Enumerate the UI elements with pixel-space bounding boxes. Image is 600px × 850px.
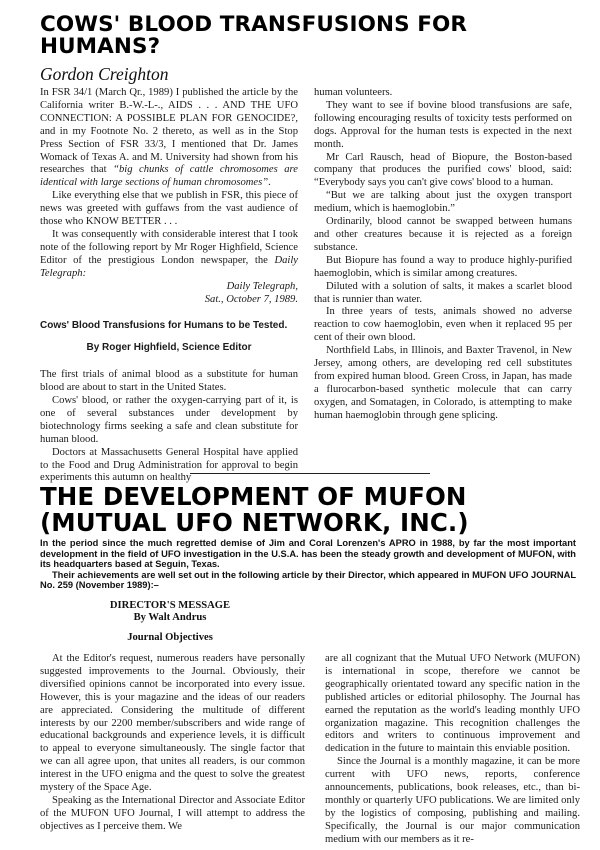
citation-line-1: Daily Telegraph,	[226, 280, 298, 292]
intro-paragraph-2: Their achievements are well set out in the following article by their Director, which appeared in MUFON UFO JOURNAL No. 259 (November 1989):–	[40, 569, 576, 590]
text-run: They want to see if bovine blood transfusions are safe, following encouraging results of toxicity tests performed on dogs. Approval for the human tests is expected in the next month.	[314, 99, 572, 150]
citation-line-2: Sat., October 7, 1989.	[204, 293, 298, 305]
article1-col2-text	[314, 87, 572, 423]
text-run: Like everything else that we publish in FSR, this piece of news was greeted with guffaws from the vast audience of those who KNOW BETTER . . .	[40, 190, 298, 228]
article1-column-left	[40, 87, 298, 485]
text-run: In FSR 34/1 (March Qr., 1989) I published the article by the California writer B.-W.-L-., AIDS . . . AND THE UFO CONNECTION: A POSSIBLE PLAN FOR GENOCIDE?, and in my Footnote No. 2 thereto, as well as in the Stop Press Section of FSR 33/3, I mentioned that Dr. James Womack of Texas A. and M. University had shown from his researches that	[40, 87, 298, 176]
paragraph	[314, 216, 572, 255]
text-run: .	[268, 177, 271, 189]
text-run: “But we are talking about just the oxygen transport medium, which is haemoglobin.”	[314, 190, 572, 215]
article2-intro	[40, 538, 576, 591]
article1-byline: Gordon Creighton	[40, 64, 169, 84]
journal-objectives-heading: Journal Objectives	[127, 632, 213, 643]
italic-text: Daily Telegraph:	[40, 254, 298, 279]
text-run: In three years of tests, animals showed no adverse reaction to cow haemoglobin, even when it replaced 95 per cent of their own blood.	[314, 306, 572, 344]
paragraph	[314, 281, 572, 307]
paragraph	[314, 100, 572, 152]
report-title: Cows' Blood Transfusions for Humans to be Tested.	[40, 320, 288, 332]
article1-col1-text	[40, 87, 298, 281]
section-divider	[190, 473, 430, 474]
paragraph	[40, 229, 298, 281]
article2-column-left	[40, 653, 305, 834]
article1-title: COWS' BLOOD TRANSFUSIONS FOR HUMANS?	[40, 12, 468, 59]
text-run: It was consequently with considerable interest that I took note of the following report by Mr Roger Highfield, Science Editor of the prestigious London newspaper, the	[40, 228, 298, 266]
text-run: Doctors at Massachusetts General Hospital have applied to the Food and Drug Administration for approval to begin experiments this autumn on healthy	[40, 446, 298, 484]
directors-message-byline: By Walt Andrus	[133, 611, 207, 623]
text-run: The first trials of animal blood as a substitute for human blood are about to start in the United States.	[40, 369, 298, 394]
paragraph	[314, 87, 572, 100]
article2-col1-text	[40, 653, 305, 834]
paragraph	[40, 190, 298, 229]
text-run: Ordinarily, blood cannot be swapped between humans and other creatures because it is rejected as a foreign substance.	[314, 216, 572, 253]
text-run: Northfield Labs, in Illinois, and Baxter Travenol, in New Jersey, among others, are developing red cell substitutes from expired human blood. Green Cross, in Japan, has made a flurocarbon-based synthetic molecule that can carry oxygen, and Somatagen, in Colorado, is attempting to make human haemoglobin through gene splicing.	[314, 345, 572, 421]
text-run: But Biopure has found a way to produce highly-purified haemoglobin, which is similar among creatures.	[314, 254, 572, 279]
text-run: Cows' blood, or rather the oxygen-carrying part of it, is one of several substances under development by biotechnology firms seeking a safe and clean substitute for human blood.	[40, 395, 298, 445]
paragraph	[314, 255, 572, 281]
paragraph	[314, 306, 572, 345]
paragraph	[325, 756, 580, 846]
text-run: Mr Carl Rausch, head of Biopure, the Boston-based company that produces the purified cows' blood, said: “Everybody says you can't give cows' blood to a human.	[314, 151, 572, 189]
paragraph	[40, 653, 305, 795]
paragraph	[314, 345, 572, 422]
paragraph	[40, 395, 298, 447]
paragraph	[40, 369, 298, 395]
paragraph	[40, 447, 298, 486]
text-run: At the Editor's request, numerous readers have personally suggested improvements to the Journal. Obviously, their diversified opinions cannot be incorporated into every issue. However, this is your magazine and the ideas of our readers are appreciated. Considering the multitude of different interests by our 2200 member/subscribers and wide range of educational backgrounds and experience levels, it is difficult to appeal to everyone simultaneously. The single factor that we can all agree upon, that unites all readers, is our common interest in the UFO enigma and the quest to solve the greatest mystery of the Space Age.	[40, 653, 305, 794]
paragraph	[314, 152, 572, 191]
paragraph	[40, 87, 298, 190]
text-run: Diluted with a solution of salts, it makes a scarlet blood that is runnier than water.	[314, 280, 572, 305]
paragraph	[314, 190, 572, 216]
article2-col2-text	[325, 653, 580, 847]
directors-message-title: DIRECTOR'S MESSAGE	[109, 600, 231, 611]
text-run: human volunteers.	[314, 87, 393, 98]
text-run: are all cognizant that the Mutual UFO Network (MUFON) is international in scope, therefore we cannot be geographically orientated toward any specific nation in the published articles or editorial philosophy. The Journal has earned the reputation as the world's leading monthly UFO organization magazine. This recognition challenges the editors and writers to continuous improvement and dedication in the future to maintain this enviable position.	[325, 653, 580, 755]
directors-message-heading	[40, 600, 300, 623]
intro-paragraph-1: In the period since the much regretted demise of Jim and Coral Lorenzen's APRO in 1988, by far the most important development in the field of UFO investigation in the U.S.A. has been the steady growth and development of MUFON, with its headquarters based at Seguin, Texas.	[40, 538, 576, 569]
italic-text: “big chunks of cattle chromosomes are identical with large sections of human chromosomes”	[40, 164, 298, 189]
text-run: Since the Journal is a monthly magazine, it can be more current with UFO news, reports, conference announcements, publications, book releases, etc., than bi-monthly or quarterly UFO publications. We are limited only by the logistics of composing, publishing and mailing. Specifically, the Journal is our major communication medium with our members as it re-	[325, 756, 580, 845]
paragraph	[40, 795, 305, 834]
article1-column-right	[314, 87, 572, 423]
article2-column-right	[325, 653, 580, 847]
paragraph	[325, 653, 580, 756]
article2-title: THE DEVELOPMENT OF MUFON (MUTUAL UFO NETWORK, INC.)	[40, 482, 469, 537]
report-byline: By Roger Highfield, Science Editor	[86, 342, 252, 354]
text-run: Speaking as the International Director and Associate Editor of the MUFON UFO Journal, I will attempt to address the objectives as I perceive them. We	[40, 794, 305, 832]
article1-col1-report-text	[40, 369, 298, 485]
